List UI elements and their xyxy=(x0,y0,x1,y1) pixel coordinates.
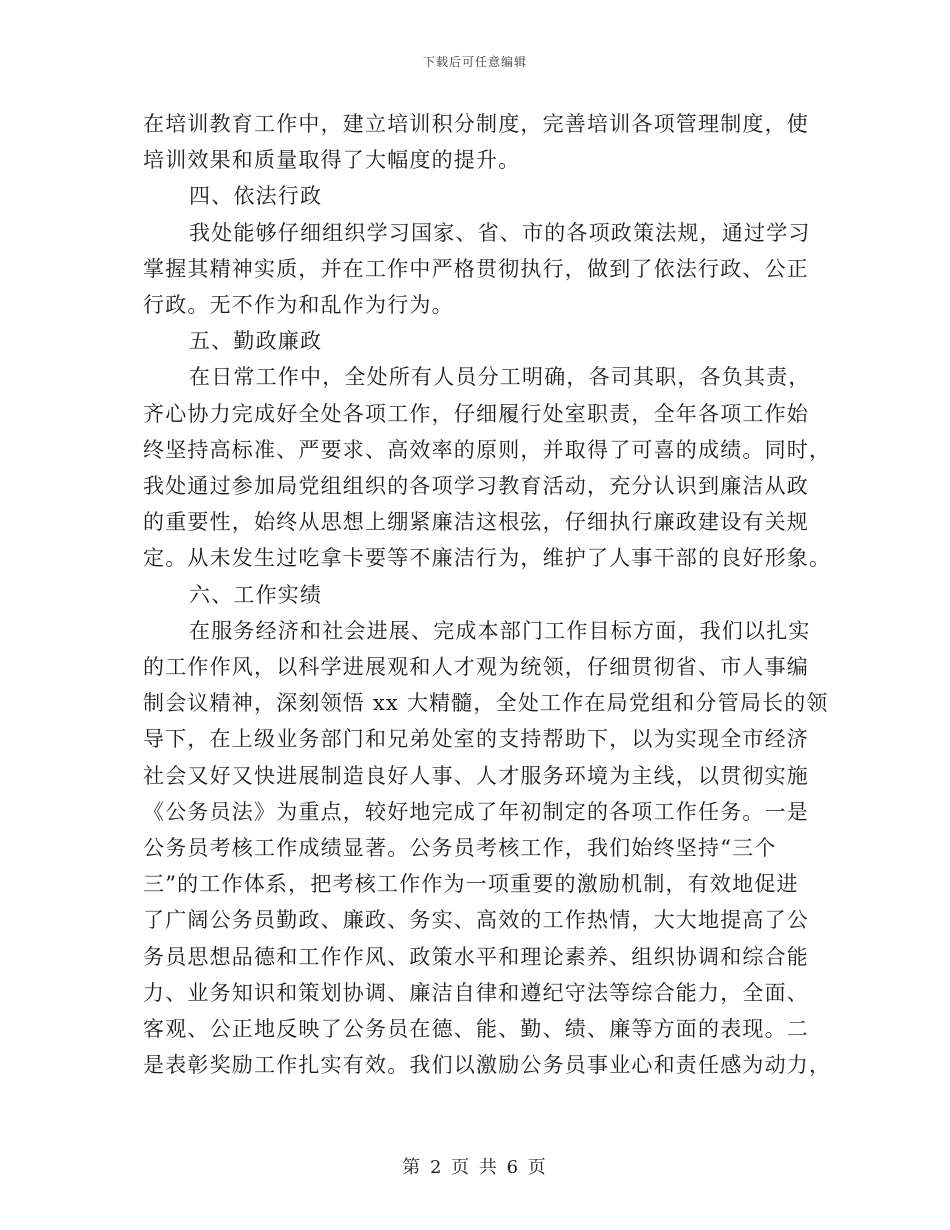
text-line: 的重要性，始终从思想上绷紧廉洁这根弦，仔细执行廉政建设有关规 xyxy=(143,510,809,535)
page-footer: 第 2 页 共 6 页 xyxy=(402,1157,548,1178)
text-line: 公务员考核工作成绩显著。公务员考核工作，我们始终坚持“三个 xyxy=(143,836,777,861)
text-line: 在日常工作中，全处所有人员分工明确，各司其职，各负其责， xyxy=(189,365,811,390)
page-header: 下载后可任意编辑 xyxy=(422,55,527,69)
text-line: 终坚持高标准、严要求、高效率的原则，并取得了可喜的成绩。同时， xyxy=(143,437,832,462)
text-line: 我处通过参加局党组组织的各项学习教育活动，充分认识到廉洁从政 xyxy=(143,474,809,499)
text-line: 的工作作风，以科学进展观和人才观为统领，仔细贯彻省、市人事编 xyxy=(143,655,809,680)
text-line: 力、业务知识和策划协调、廉洁自律和遵纪守法等综合能力，全面、 xyxy=(143,980,809,1005)
text-line: 《公务员法》为重点，较好地完成了年初制定的各项工作任务。一是 xyxy=(143,799,809,824)
text-line: 社会又好又快进展制造良好人事、人才服务环境为主线，以贯彻实施 xyxy=(143,763,809,788)
text-line: 客观、公正地反映了公务员在德、能、勤、绩、廉等方面的表现。二 xyxy=(143,1017,809,1042)
text-line: 是表彰奖励工作扎实有效。我们以激励公务员事业心和责任感为动力， xyxy=(143,1053,832,1078)
text-line: 在培训教育工作中，建立培训积分制度，完善培训各项管理制度，使 xyxy=(143,112,809,136)
section-heading: 六、工作实绩 xyxy=(189,582,323,607)
text-line: 我处能够仔细组织学习国家、省、市的各项政策法规，通过学习 xyxy=(189,220,811,245)
section-heading: 四、依法行政 xyxy=(189,184,323,209)
text-line: 了广阔公务员勤政、廉政、务实、高效的工作热情，大大地提高了公 xyxy=(143,908,809,933)
text-line: 掌握其精神实质，并在工作中严格贯彻执行，做到了依法行政、公正 xyxy=(143,256,809,281)
text-line: 定。从未发生过吃拿卡要等不廉洁行为，维护了人事干部的良好形象。 xyxy=(143,546,832,571)
text-line: 三”的工作体系，把考核工作作为一项重要的激励机制，有效地促进 xyxy=(143,872,799,897)
text-line: 行政。无不作为和乱作为行为。 xyxy=(143,293,454,318)
text-line: 齐心协力完成好全处各项工作，仔细履行处室职责，全年各项工作始 xyxy=(143,401,809,426)
text-line: 在服务经济和社会进展、完成本部门工作目标方面，我们以扎实 xyxy=(189,618,811,643)
text-line: 培训效果和质量取得了大幅度的提升。 xyxy=(143,148,521,173)
body-text xyxy=(143,106,832,1083)
text-line: 制会议精神，深刻领悟 xx 大精髓，全处工作在局党组和分管局长的领 xyxy=(143,691,829,716)
text-line: 务员思想品德和工作作风、政策水平和理论素养、组织协调和综合能 xyxy=(143,944,809,969)
text-line: 导下，在上级业务部门和兄弟处室的支持帮助下，以为实现全市经济 xyxy=(143,727,809,752)
section-heading: 五、勤政廉政 xyxy=(189,329,323,354)
